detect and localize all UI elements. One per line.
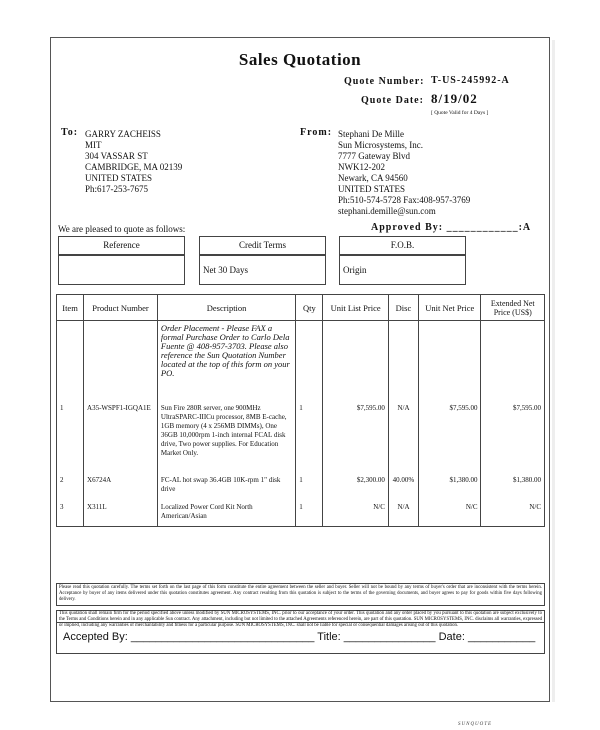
row2-item: 2 xyxy=(57,475,84,502)
row3-qty: 1 xyxy=(296,502,323,527)
row1-qty: 1 xyxy=(296,403,323,475)
quotation-page xyxy=(50,37,550,702)
fob-header: F.O.B. xyxy=(339,236,466,255)
row1-net-price: $7,595.00 xyxy=(419,403,481,475)
col-header-product: Product Number xyxy=(84,295,158,321)
date-field[interactable]: ___________ xyxy=(467,631,536,643)
approved-by: Approved By: ____________:A xyxy=(371,222,532,233)
order-placement-note: Order Placement - Please FAX a formal Purchase Order to Carlo Dela Fuente @ 408-957-3703. Please also reference the Sun Quotation Number located at the top of this form on your PO. xyxy=(157,321,295,403)
col-header-unit-net-price: Unit Net Price xyxy=(419,295,481,321)
row3-product: X311L xyxy=(84,502,158,527)
row3-item: 3 xyxy=(57,502,84,527)
table-header-row xyxy=(57,295,545,321)
reference-header: Reference xyxy=(58,236,185,255)
table-row xyxy=(57,475,545,502)
row2-list-price: $2,300.00 xyxy=(323,475,389,502)
col-header-item: Item xyxy=(57,295,84,321)
row3-description: Localized Power Cord Kit North American/Asian xyxy=(157,502,295,527)
to-address: GARRY ZACHEISS MIT 304 VASSAR ST CAMBRIDGE, MA 02139 UNITED STATES Ph:617-253-7675 xyxy=(85,129,183,194)
terms-paragraph-1: Please read this quotation carefully. The terms set forth on the last page of this form constitute the entire agreement between the seller and buyer. Seller will not be bound by any terms of buyer's order that are inconsistent with the terms herein. Acceptance by buyer of any items delivered under this quotation constitutes agreement. Any contract resulting from this quotation is subject to the terms of the governing documents, and buyer agrees to pay for goods within five days following delivery. xyxy=(56,583,545,606)
page-title: Sales Quotation xyxy=(238,50,362,69)
row2-net-price: $1,380.00 xyxy=(419,475,481,502)
row2-ext-price: $1,380.00 xyxy=(481,475,545,502)
row1-item: 1 xyxy=(57,403,84,475)
date-label: Date: xyxy=(438,631,465,643)
row1-product: A35-WSPF1-IGQA1E xyxy=(84,403,158,475)
row1-ext-price: $7,595.00 xyxy=(481,403,545,475)
row1-list-price: $7,595.00 xyxy=(323,403,389,475)
from-address: Stephani De Mille Sun Microsystems, Inc. 7777 Gateway Blvd NWK12-202 Newark, CA 94560 UNITED STATES Ph:510-574-5728 Fax:408-957-3769 stephani.demille@sun.com xyxy=(338,129,471,216)
items-table xyxy=(56,294,545,527)
col-header-extended-net-price: Extended Net Price (US$) xyxy=(481,295,545,321)
page-shadow xyxy=(552,40,555,702)
credit-terms-value: Net 30 Days xyxy=(199,255,326,285)
col-header-disc: Disc xyxy=(388,295,418,321)
validity-note: [ Quote Valid for 4 Days ] xyxy=(431,110,489,116)
row1-description: Sun Fire 280R server, one 900MHz UltraSPARC-IIICu processor, 8MB E-cache, 1GB memory (4 x 256MB DIMMs), One 36GB 10,000rpm 1-inch internal FCAL disk drive, Two power supplies. For Education Market Only. xyxy=(157,403,295,475)
credit-terms-header: Credit Terms xyxy=(199,236,326,255)
row1-disc: N/A xyxy=(388,403,418,475)
table-note-row xyxy=(57,321,545,403)
row3-ext-price: N/C xyxy=(481,502,545,527)
accepted-by-label: Accepted By: xyxy=(63,631,128,643)
row3-disc: N/A xyxy=(388,502,418,527)
intro-text: We are pleased to quote as follows: xyxy=(58,224,186,234)
col-header-description: Description xyxy=(157,295,295,321)
col-header-unit-list-price: Unit List Price xyxy=(323,295,389,321)
accepted-by-field[interactable]: ______________________________ xyxy=(130,631,315,643)
footer-code: SUNQUOTE xyxy=(458,722,493,727)
row3-net-price: N/C xyxy=(419,502,481,527)
title-label: Title: xyxy=(317,631,341,643)
table-row xyxy=(57,502,545,527)
to-label: To: xyxy=(61,127,79,138)
acceptance-row xyxy=(56,622,545,654)
quote-number-label: Quote Number: xyxy=(344,76,425,87)
col-header-qty: Qty xyxy=(296,295,323,321)
row3-list-price: N/C xyxy=(323,502,389,527)
row2-disc: 40.00% xyxy=(388,475,418,502)
row2-qty: 1 xyxy=(296,475,323,502)
row2-product: X6724A xyxy=(84,475,158,502)
from-label: From: xyxy=(300,127,333,138)
title-field[interactable]: _______________ xyxy=(343,631,436,643)
reference-value xyxy=(58,255,185,285)
quote-date: 8/19/02 xyxy=(431,91,478,106)
quote-number: T-US-245992-A xyxy=(431,75,510,86)
terms-paragraph-2: This quotation shall remain firm for the period specified above unless modified by SUN MICROSYSTEMS, INC. prior to our acceptance of your order. This quotation and any order placed by you pursuant to this quotation are subject exclusively to the Terms and Conditions herein and in any applicable Sun contract. Any attachment, including but not limited to the attached Agreements referenced herein, are part of this quotation. SUN MICROSYSTEMS, INC. disclaims all warranties, expressed or implied, including any warranties of merchantability and fitness for a particular purpose. SUN MICROSYSTEMS, INC. shall not be liable for special or consequential damages arising out of this quotation. xyxy=(56,610,545,622)
fob-value: Origin xyxy=(339,255,466,285)
table-row xyxy=(57,403,545,475)
quote-date-label: Quote Date: xyxy=(361,95,424,106)
row2-description: FC-AL hot swap 36.4GB 10K-rpm 1" disk drive xyxy=(157,475,295,502)
